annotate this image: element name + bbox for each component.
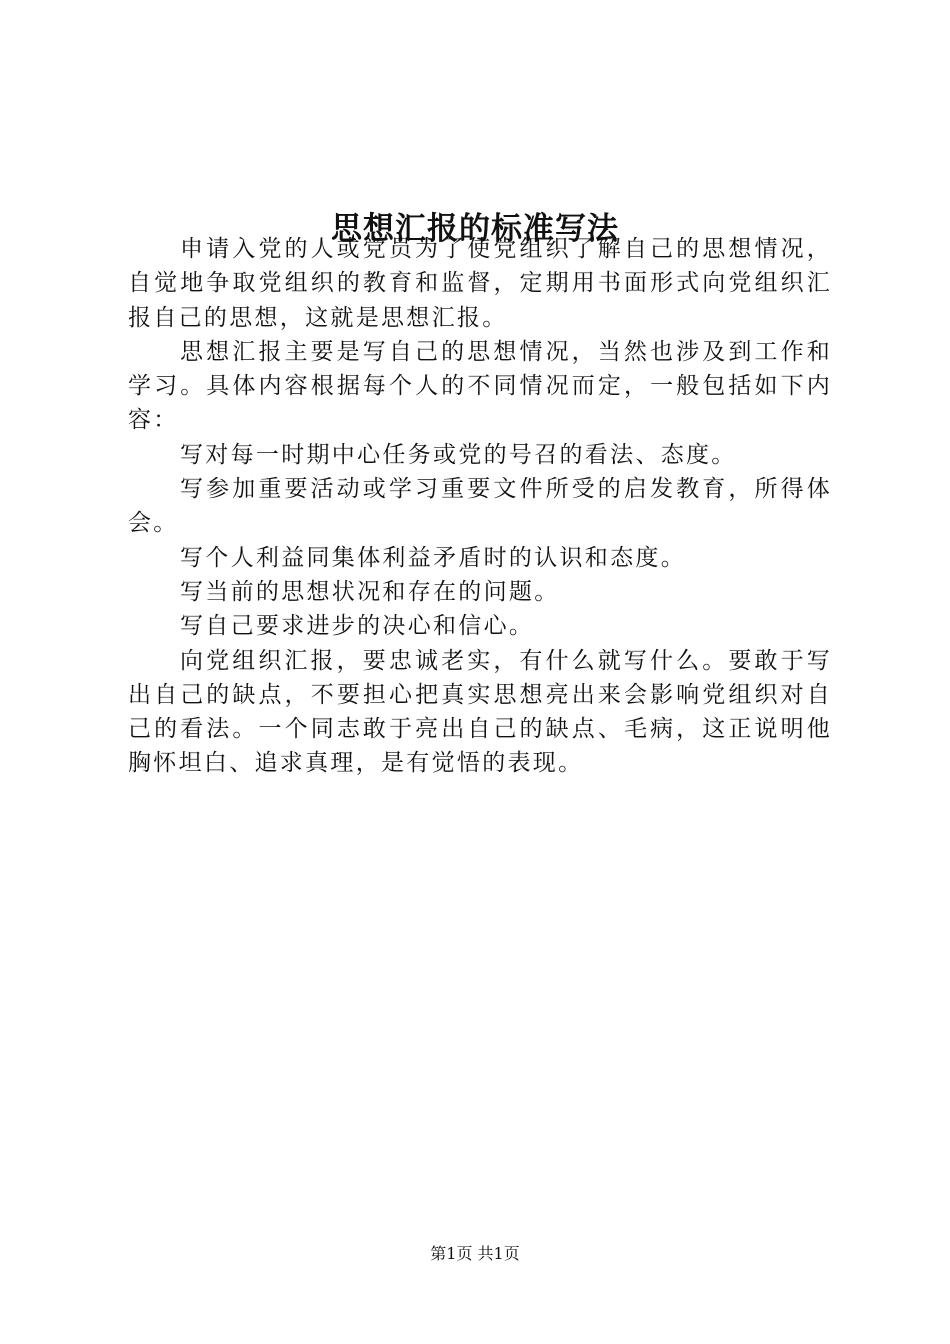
page-footer: 第1页 共1页 [430, 1244, 520, 1263]
paragraph-item-2: 写参加重要活动或学习重要文件所受的启发教育，所得体会。 [128, 476, 832, 537]
paragraph-intro: 申请入党的人或党员为了使党组织了解自己的思想情况，自觉地争取党组织的教育和监督，定期用书面形式向党组织汇报自己的思想，这就是思想汇报。 [128, 236, 832, 331]
paragraph-item-3: 写个人利益同集体利益矛盾时的认识和态度。 [180, 544, 686, 571]
document-body [128, 232, 832, 781]
page-title: 思想汇报的标准写法 [331, 210, 619, 247]
paragraph-item-1: 写对每一时期中心任务或党的号召的看法、态度。 [180, 441, 737, 468]
paragraph-item-5: 写自己要求进步的决心和信心。 [180, 613, 535, 640]
paragraph-conclusion: 向党组织汇报，要忠诚老实，有什么就写什么。要敢于写出自己的缺点，不要担心把真实思想亮出来会影响党组织对自己的看法。一个同志敢于亮出自己的缺点、毛病，这正说明他胸怀坦白、追求真理，是有觉悟的表现。 [128, 647, 832, 777]
paragraph-item-4: 写当前的思想状况和存在的问题。 [180, 578, 560, 605]
paragraph-content-overview: 思想汇报主要是写自己的思想情况，当然也涉及到工作和学习。具体内容根据每个人的不同情况而定，一般包括如下内容： [128, 338, 832, 434]
